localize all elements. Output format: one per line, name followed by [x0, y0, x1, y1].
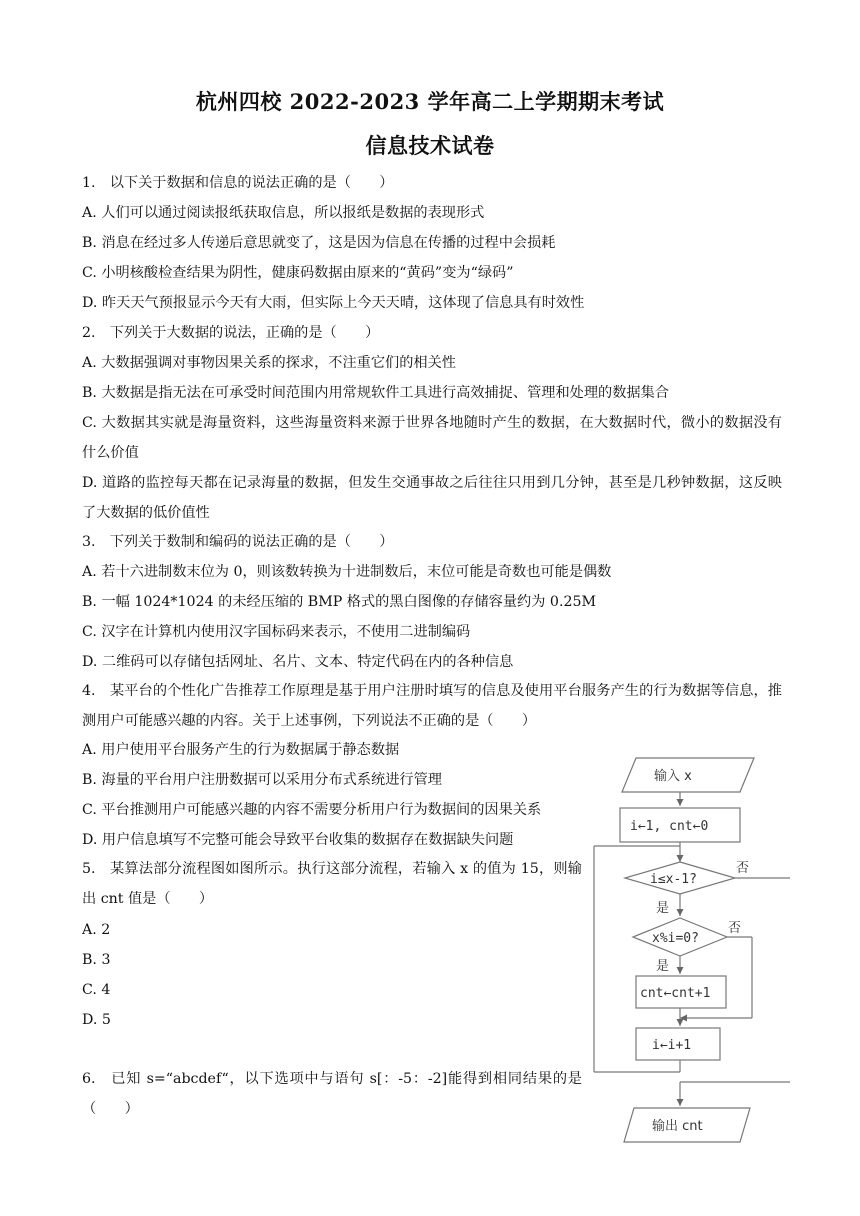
question-2-option-d: D. 道路的监控每天都在记录海量的数据，但发生交通事故之后往往只用到几分钟，甚至是几秒钟数据，这反映了大数据的低价值性 — [82, 475, 782, 521]
question-5-stem: 5. 某算法部分流程图如图所示。执行这部分流程，若输入 x 的值为 15，则输出 cnt 值是（ ） — [82, 861, 582, 907]
question-5-option-d: D. 5 — [82, 1012, 111, 1028]
flow-inc-i-text: i←i+1 — [652, 1038, 692, 1053]
question-4-option-c: C. 平台推测用户可能感兴趣的内容不需要分析用户行为数据间的因果关系 — [82, 802, 542, 818]
question-1-option-c: C. 小明核酸检查结果为阴性，健康码数据由原来的“黄码”变为“绿码” — [82, 265, 514, 281]
flow-output-text: 输出 cnt — [652, 1119, 703, 1134]
flow-input-text: 输入 x — [654, 769, 692, 784]
flow-init-text: i←1, cnt←0 — [630, 819, 709, 834]
flow-cond1-yes: 是 — [656, 901, 670, 916]
question-3-stem: 3. 下列关于数制和编码的说法正确的是（ ） — [82, 534, 394, 550]
question-5-option-c: C. 4 — [82, 982, 111, 998]
question-1-stem: 1. 以下关于数据和信息的说法正确的是（ ） — [82, 175, 394, 191]
exam-title: 杭州四校 2022-2023 学年高二上学期期末考试 — [195, 89, 665, 114]
question-1-option-b: B. 消息在经过多人传递后意思就变了，这是因为信息在传播的过程中会损耗 — [82, 235, 556, 251]
question-5-option-a: A. 2 — [82, 922, 111, 938]
question-2-stem: 2. 下列关于大数据的说法，正确的是（ ） — [82, 325, 380, 341]
question-3-option-c: C. 汉字在计算机内使用汉字国标码来表示，不使用二进制编码 — [82, 624, 471, 640]
flow-cond2-yes: 是 — [656, 959, 670, 974]
question-6-stem: 6. 已知 s=“abcdef“，以下选项中与语句 s[：-5：-2]能得到相同结果的是（ ） — [82, 1071, 582, 1117]
question-3-option-b: B. 一幅 1024*1024 的未经压缩的 BMP 格式的黑白图像的存储容量约为 0.25M — [82, 594, 597, 610]
question-5-option-b: B. 3 — [82, 952, 111, 968]
question-3-option-a: A. 若十六进制数末位为 0，则该数转换为十进制数后，末位可能是奇数也可能是偶数 — [82, 564, 612, 580]
question-1-option-d: D. 昨天天气预报显示今天有大雨，但实际上今天天晴，这体现了信息具有时效性 — [82, 295, 585, 311]
question-4-stem: 4. 某平台的个性化广告推荐工作原理是基于用户注册时填写的信息及使用平台服务产生的行为数据等信息，推测用户可能感兴趣的内容。关于上述事例，下列说法不正确的是（ ） — [82, 683, 782, 729]
question-1-option-a: A. 人们可以通过阅读报纸获取信息，所以报纸是数据的表现形式 — [82, 205, 485, 221]
exam-subtitle: 信息技术试卷 — [365, 133, 495, 158]
flow-cond1-text: i≤x-1? — [650, 872, 697, 887]
question-4-option-a: A. 用户使用平台服务产生的行为数据属于静态数据 — [82, 742, 400, 758]
flow-inc-cnt-text: cnt←cnt+1 — [640, 986, 711, 1001]
question-4-option-d: D. 用户信息填写不完整可能会导致平台收集的数据存在数据缺失问题 — [82, 832, 514, 848]
flow-cond2-text: x%i=0? — [652, 931, 699, 946]
question-2-option-a: A. 大数据强调对事物因果关系的探求，不注重它们的相关性 — [82, 355, 456, 371]
question-2-option-b: B. 大数据是指无法在可承受时间范围内用常规软件工具进行高效捕捉、管理和处理的数据集合 — [82, 385, 669, 401]
flow-cond1-no: 否 — [736, 861, 750, 876]
question-4-option-b: B. 海量的平台用户注册数据可以采用分布式系统进行管理 — [82, 772, 442, 788]
flow-cond2-no: 否 — [728, 921, 742, 936]
question-2-option-c: C. 大数据其实就是海量资料，这些海量资料来源于世界各地随时产生的数据，在大数据时代，微小的数据没有什么价值 — [82, 415, 782, 461]
question-3-option-d: D. 二维码可以存储包括网址、名片、文本、特定代码在内的各种信息 — [82, 654, 514, 670]
algorithm-flowchart — [590, 752, 790, 1152]
